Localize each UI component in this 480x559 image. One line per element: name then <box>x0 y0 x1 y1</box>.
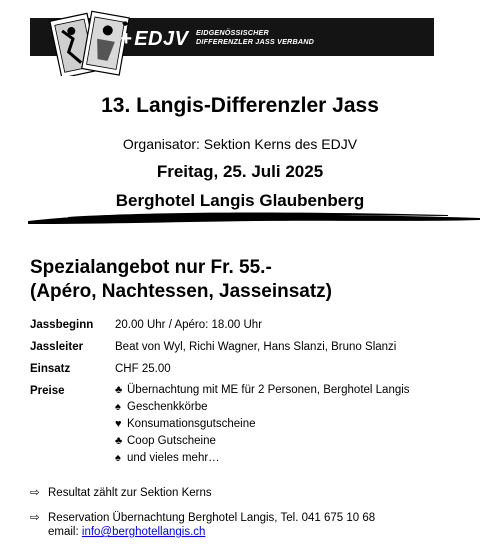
brand-subtitle <box>196 28 314 46</box>
note-reservation <box>30 511 375 525</box>
detail-start-value: 20.00 Uhr / Apéro: 18.00 Uhr <box>115 319 263 331</box>
brand-name: EDJV <box>134 28 189 50</box>
detail-fee-label: Einsatz <box>30 363 71 375</box>
note-result-text: Resultat zählt zur Sektion Kerns <box>48 487 212 499</box>
detail-leaders-value: Beat von Wyl, Richi Wagner, Hans Slanzi, Bruno Slanzi <box>115 341 397 353</box>
note-reservation-text: Reservation Übernachtung Berghotel Langis, Tel. 041 675 10 68 <box>48 512 376 524</box>
email-line <box>48 526 205 538</box>
detail-prizes-label: Preise <box>30 385 65 397</box>
offer-line-1: Spezialangebot nur Fr. 55.- <box>30 257 272 278</box>
detail-fee-value: CHF 25.00 <box>115 363 171 375</box>
email-label: email: <box>48 526 79 538</box>
arrow-right-icon: ⇨ <box>30 487 40 499</box>
event-date: Freitag, 25. Juli 2025 <box>156 162 324 181</box>
event-venue: Berghotel Langis Glaubenberg <box>115 191 365 210</box>
detail-leaders-label: Jassleiter <box>30 341 84 353</box>
event-organizer: Organisator: Sektion Kerns des EDJV <box>122 136 358 152</box>
special-offer <box>30 256 332 304</box>
offer-line-2: (Apéro, Nachtessen, Jasseinsatz) <box>30 281 333 302</box>
brand-subtitle-line-1: EIDGENÖSSISCHER <box>196 28 269 37</box>
clubs-icon: ♣ <box>115 384 123 396</box>
clubs-icon: ♣ <box>115 435 123 447</box>
spades-icon: ♠ <box>115 452 121 464</box>
prize-item: ♠ Geschenkkörbe <box>115 399 410 416</box>
prize-item: ♣ Übernachtung mit ME für 2 Personen, Berghotel Langis <box>115 382 410 399</box>
spades-icon: ♠ <box>115 401 121 413</box>
prize-item: ♥ Konsumationsgutscheine <box>115 416 410 433</box>
swiss-cross-icon: + <box>120 28 133 50</box>
prize-item: ♠ und vieles mehr… <box>115 450 410 467</box>
detail-start-label: Jassbeginn <box>30 319 94 331</box>
brand-subtitle-line-2: DIFFERENZLER JASS VERBAND <box>196 37 315 46</box>
arrow-right-icon: ⇨ <box>30 512 40 524</box>
email-link[interactable]: info@berghotellangis.ch <box>81 526 206 538</box>
note-result <box>30 486 212 500</box>
event-title: 13. Langis-Differenzler Jass <box>101 94 379 117</box>
brush-stroke-divider <box>28 208 480 228</box>
hearts-icon: ♥ <box>115 418 122 430</box>
brand-logo <box>120 28 188 51</box>
prize-item: ♣ Coop Gutscheine <box>115 433 410 450</box>
prizes-list <box>115 382 410 467</box>
